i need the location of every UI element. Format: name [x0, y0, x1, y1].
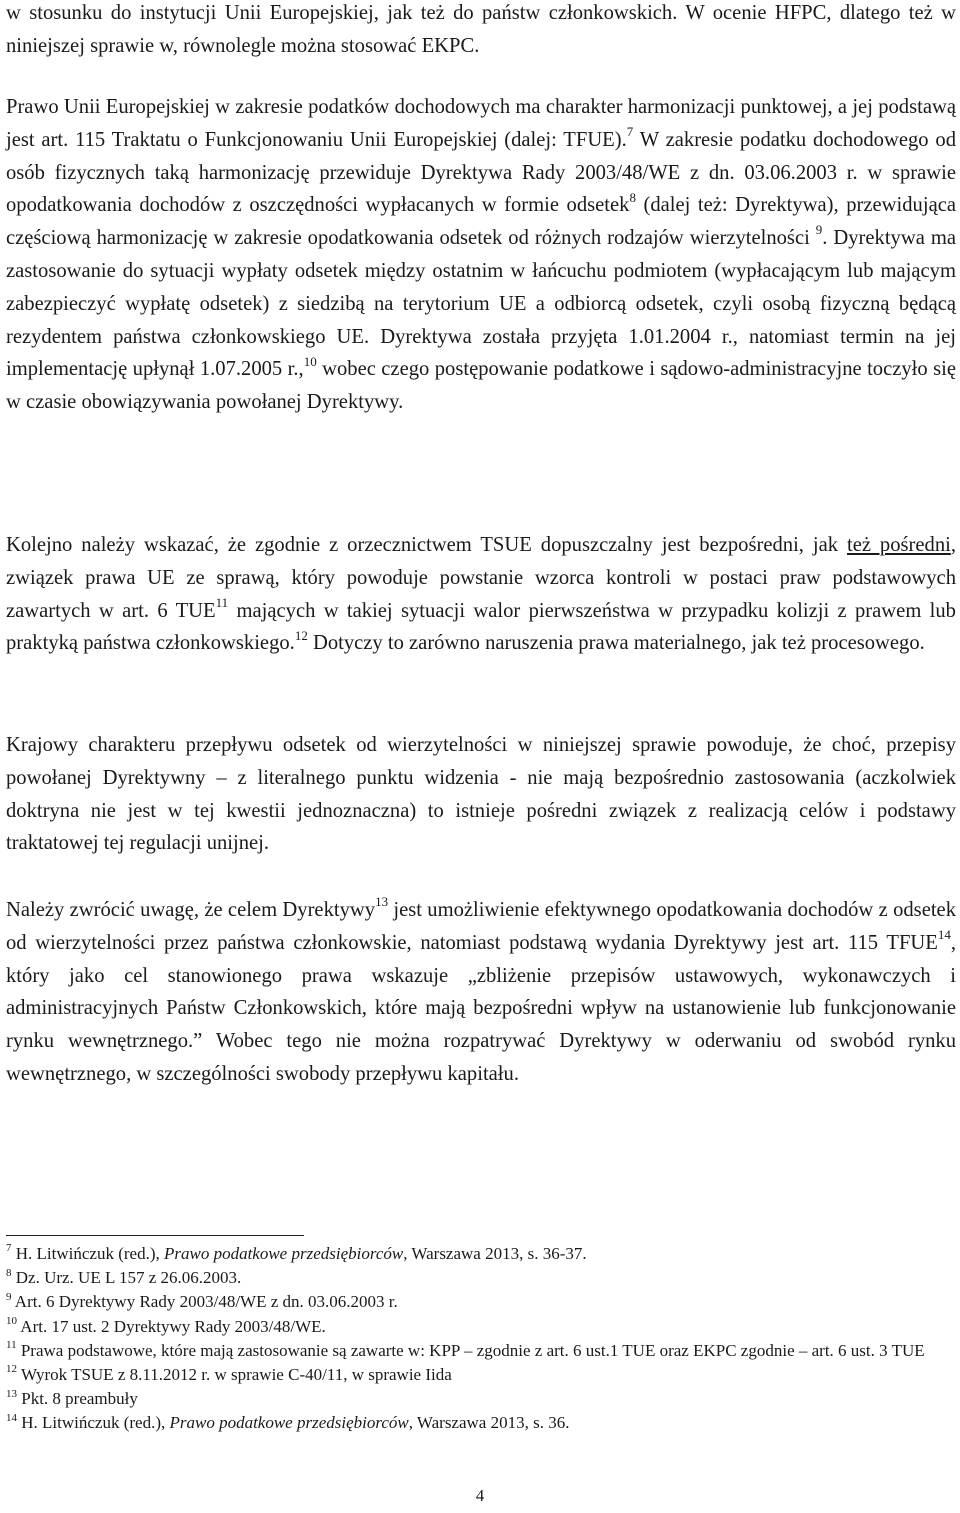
text-run: Dz. Urz. UE L 157 z 26.06.2003.	[11, 1268, 242, 1288]
footnote-13	[6, 1387, 956, 1411]
footnote-ref-9: 9	[815, 222, 823, 238]
footnote-ref-10: 10	[303, 353, 317, 369]
text-run: W zakresie podatku dochodowego od osób fizycznych taką harmonizację przewiduje Dyrektywa Rady 2003/48/WE z dn. 03.06.2003 r. w sprawie opodatkowania dochodów z oszczędności wypłacanych w formie odsetek	[6, 128, 956, 217]
page-number: 4	[475, 1486, 485, 1505]
footnote-ref-14: 14	[937, 926, 951, 942]
footnote-number: 7	[6, 1242, 12, 1255]
footnote-ref-8: 8	[629, 189, 636, 205]
footnote-9	[6, 1290, 956, 1314]
text-run: H. Litwińczuk (red.),	[17, 1413, 170, 1433]
footnote-14	[6, 1411, 956, 1435]
footnote-11	[6, 1339, 956, 1363]
footnote-10	[6, 1315, 956, 1339]
paragraph-3	[6, 529, 956, 660]
text-run: Należy zwrócić uwagę, że celem Dyrektywy	[6, 899, 376, 921]
text-run: . Dyrektywa ma zastosowanie do sytuacji wypłaty odsetek między ostatnim w łańcuchu podmiotem (wypłacającym lub mającym zabezpieczyć wypłatę odsetek) z siedzibą na terytorium UE a odbiorcą odsetek, czyli osobą fizyczną będącą rezydentem państwa członkowskiego UE. Dyrektywa została przyjęta 1.01.2004 r., natomiast termin na jej implementację upłynął 1.07.2005 r.,	[6, 227, 956, 381]
paragraph-5	[6, 894, 956, 1091]
text-run: Art. 6 Dyrektywy Rady 2003/48/WE z dn. 03.06.2003 r.	[11, 1292, 398, 1312]
footnote-number: 11	[6, 1339, 17, 1352]
text-run: Krajowy charakteru przepływu odsetek od wierzytelności w niniejszej sprawie powoduje, że choć, przepisy powołanej Dyrektywny – z literalnego punktu widzenia - nie mają bezpośrednio zastosowania (aczkolwiek doktryna nie jest w tej kwestii jednoznaczna) to istnieje pośredni związek z realizacją celów i podstawy traktatowej tej regulacji unijnej.	[6, 734, 956, 855]
italic-title: Prawo podatkowe przedsiębiorców	[169, 1413, 409, 1433]
underlined-text: też pośredni	[846, 534, 951, 556]
text-run: Kolejno należy wskazać, że zgodnie z orzecznictwem TSUE dopuszczalny jest bezpośredni, jak	[6, 534, 847, 556]
text-run: Wyrok TSUE z 8.11.2012 r. w sprawie C-40/11, w sprawie Iida	[17, 1365, 452, 1385]
footnote-separator	[6, 1235, 304, 1236]
footnote-number: 8	[6, 1266, 12, 1279]
footnote-12	[6, 1363, 956, 1387]
footnotes	[6, 1242, 956, 1436]
text-run: wobec czego postępowanie podatkowe i sądowo-administracyjne toczyło się w czasie obowiązywania powołanej Dyrektywy.	[6, 358, 956, 414]
text-run: Dotyczy to zarówno naruszenia prawa materialnego, jak też procesowego.	[307, 632, 925, 655]
text-run: , Warszawa 2013, s. 36-37.	[403, 1244, 587, 1263]
footnote-number: 12	[6, 1363, 17, 1376]
footnote-number: 14	[6, 1411, 17, 1424]
footnote-ref-12: 12	[294, 627, 308, 643]
text-run: w stosunku do instytucji Unii Europejskiej, jak też do państw członkowskich. W ocenie HFPC, dlatego też w niniejszej sprawie w, równolegle można stosować EKPC.	[6, 2, 956, 57]
text-run: H. Litwińczuk (red.),	[11, 1244, 164, 1263]
footnote-ref-11: 11	[215, 594, 229, 610]
footnote-number: 10	[6, 1314, 17, 1327]
paragraph-4	[6, 729, 956, 860]
text-run: jest umożliwienie efektywnego opodatkowania dochodów z odsetek od wierzytelności przez państwa członkowskie, natomiast podstawą wydania Dyrektywy jest art. 115 TFUE	[6, 899, 956, 954]
text-run: , Warszawa 2013, s. 36.	[408, 1413, 570, 1433]
text-run: Pkt. 8 preambuły	[17, 1389, 138, 1409]
text-run: Prawa podstawowe, które mają zastosowanie są zawarte w: KPP – zgodnie z art. 6 ust.1 TUE oraz EKPC zgodnie – art. 6 ust. 3 TUE	[16, 1340, 925, 1360]
footnote-ref-7: 7	[626, 123, 634, 139]
paragraph-2	[6, 91, 956, 419]
text-run: mających w takiej sytuacji walor pierwszeństwa w przypadku kolizji z prawem lub praktyką państwa członkowskiego.	[6, 599, 956, 655]
footnote-number: 13	[6, 1387, 17, 1400]
footnote-8	[6, 1266, 956, 1290]
footnote-7	[6, 1242, 956, 1266]
text-run: , który jako cel stanowionego prawa wskazuje „zbliżenie przepisów ustawowych, wykonawczych i administracyjnych Państw Członkowskich, które mają bezpośredni wpływ na ustanowienie lub funkcjonowanie rynku wewnętrznego.” Wobec tego nie można rozpatrywać Dyrektywy w oderwaniu od swobód rynku wewnętrznego, w szczególności swobody przepływu kapitału.	[6, 931, 956, 1085]
text-run: (dalej też: Dyrektywa), przewidująca częściową harmonizację w zakresie opodatkowania odsetek od różnych rodzajów wierzytelności	[6, 194, 956, 250]
footnote-ref-13: 13	[375, 894, 389, 910]
italic-title: Prawo podatkowe przedsiębiorców	[163, 1244, 404, 1263]
footnote-number: 9	[6, 1290, 12, 1303]
text-run: Prawo Unii Europejskiej w zakresie podatków dochodowych ma charakter harmonizacji punktowej, a jej podstawą jest art. 115 Traktatu o Funkcjonowaniu Unii Europejskiej (dalej: TFUE).	[6, 96, 956, 151]
paragraph-1	[6, 0, 956, 63]
text-run: Art. 17 ust. 2 Dyrektywy Rady 2003/48/WE.	[17, 1316, 326, 1336]
text-run: , związek prawa UE ze sprawą, który powoduje powstanie wzorca kontroli w postaci praw podstawowych zawartych w art. 6 TUE	[6, 534, 956, 622]
